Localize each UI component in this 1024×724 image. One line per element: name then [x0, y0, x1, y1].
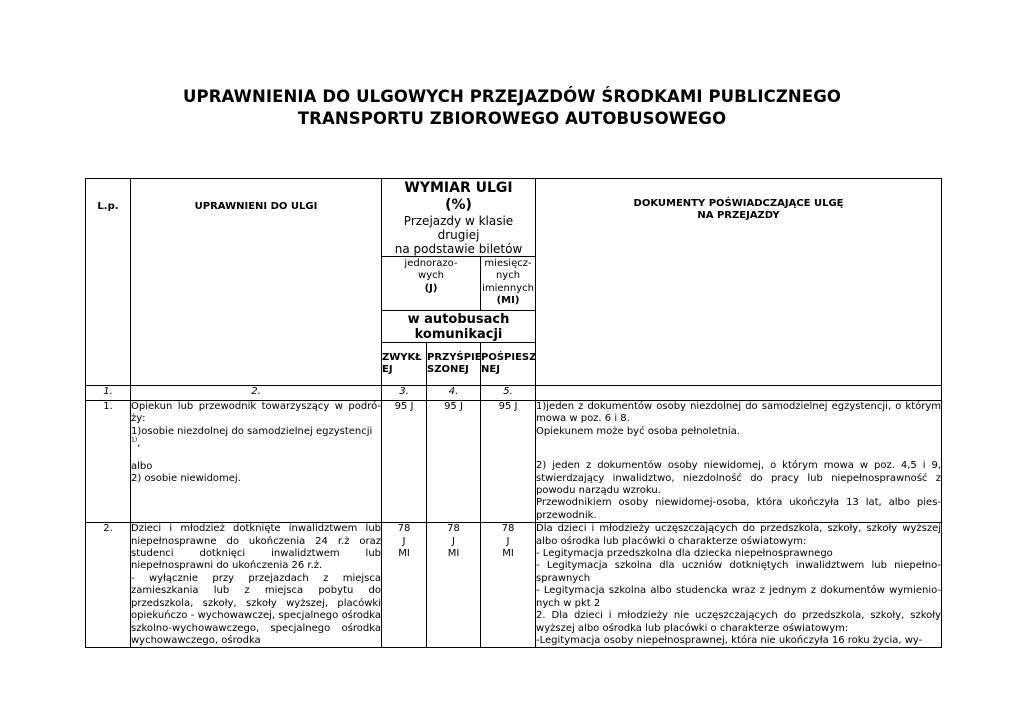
- przyspieszone-line-1: PRZYŚPIE: [427, 351, 482, 363]
- mi-line-3: imiennych: [482, 282, 534, 294]
- value-przyspieszone: [427, 523, 481, 648]
- table-row: [86, 401, 942, 523]
- mi-line-4: (MI): [496, 295, 520, 307]
- header-jednorazowe: [382, 257, 481, 311]
- autobusy-line-2: komunikacji: [414, 327, 503, 342]
- mi-line-1: miesięcz-: [484, 258, 532, 269]
- zwykle-line-1: ZWYKŁ: [382, 351, 422, 363]
- j-line-2: wych: [418, 270, 444, 282]
- desc-line: 2) osobie niewidomej.: [131, 473, 241, 485]
- doc-line: - Legitymacja szkolna albo studencka wraz z jednym z dokumentów wymienio-nych w pkt 2: [536, 585, 942, 609]
- doc-line: 2) jeden z dokumentów osoby niewidomej, o którym mowa w poz. 4,5 i 9, stwierdzający inwalidztwo, niezdolność do pracy lub niepełnosprawność z powodu narządu wzroku.: [536, 460, 942, 497]
- doc-line: Dla dzieci i młodzieży uczęszczających do przedszkola, szkoły, szkoły wyższej albo ośrodka lub placówki o charakterze oświatowym:: [536, 523, 942, 547]
- dokumenty-line-2: NA PRZEJAZDY: [697, 210, 780, 222]
- footnote-marker: 1): [131, 436, 138, 444]
- desc-line: - wyłącznie przy przejazdach z miejsca zamieszkania lub z miejsca pobytu do przedszkola, szkoły, szkoły wyższej, placówki opiekuńczo - wychowawczej, specjalnego ośrodka szkolno-wychowawczego, specjalnego ośrodka wychowawczego, ośrodka: [131, 572, 381, 646]
- value-line: MI: [398, 548, 410, 560]
- wymiar-sub-3: na podstawie biletów: [394, 242, 523, 256]
- value-line: 78: [447, 523, 460, 535]
- wymiar-percent: (%): [445, 197, 472, 213]
- value-zwykle: 95 J: [382, 401, 427, 523]
- document-title: [0, 86, 1024, 130]
- pospieszne-line-2: NEJ: [481, 364, 500, 375]
- row-description: [131, 401, 382, 523]
- header-dokumenty: [536, 179, 942, 386]
- row-description: [131, 523, 382, 648]
- concessions-table: [85, 178, 942, 648]
- value-line: J: [402, 535, 406, 547]
- header-pospieszne: [481, 343, 536, 386]
- header-lp: L.p.: [86, 179, 131, 386]
- col-number-4: 4.: [427, 386, 481, 401]
- doc-line: - Legitymacja szkolna dla uczniów dotkniętych inwalidztwem lub niepełno-sprawnych: [536, 560, 942, 584]
- row-lp: 2.: [86, 523, 131, 648]
- desc-tail: ,: [137, 438, 141, 450]
- wymiar-sub-2: drugiej: [437, 228, 480, 242]
- table-row: [86, 523, 942, 648]
- title-line-1: UPRAWNIENIA DO ULGOWYCH PRZEJAZDÓW ŚRODKAMI PUBLICZNEGO: [183, 87, 841, 106]
- header-autobusy: [382, 311, 536, 343]
- value-line: MI: [447, 548, 460, 560]
- value-line: 78: [501, 523, 515, 535]
- value-line: J: [506, 535, 510, 547]
- zwykle-line-2: EJ: [382, 364, 393, 375]
- desc-line: Dzieci i młodzież dotknięte inwalidztwem lub niepełnosprawne do ukończenia 24 r.ż oraz studenci dotknięci inwalidztwem lub niepełnosprawni do ukończenia 26 r.ż.: [131, 523, 381, 572]
- j-line-1: jednorazo-: [404, 258, 458, 269]
- value-pospieszne: 95 J: [481, 401, 536, 523]
- title-line-2: TRANSPORTU ZBIOROWEGO AUTOBUSOWEGO: [297, 109, 727, 128]
- value-line: J: [452, 535, 455, 547]
- desc-line: [131, 426, 381, 451]
- doc-line: - Legitymacja przedszkolna dla dziecka niepełnosprawnego: [536, 548, 833, 560]
- value-pospieszne: [481, 523, 536, 648]
- col-number-3: 3.: [382, 386, 427, 401]
- doc-line: Przewodnikiem osoby niewidomej-osoba, która ukończyła 13 lat, albo pies-przewodnik.: [536, 497, 942, 521]
- row-lp: 1.: [86, 401, 131, 523]
- value-line: MI: [502, 548, 514, 560]
- doc-line: -Legitymacja osoby niepełnosprawnej, która nie ukończyła 16 roku życia, wy-: [536, 634, 923, 646]
- autobusy-line-1: w autobusach: [407, 312, 510, 327]
- doc-line: Opiekunem może być osoba pełnoletnia.: [536, 425, 740, 437]
- mi-line-2: nych: [495, 270, 521, 282]
- header-wymiar: [382, 179, 536, 257]
- wymiar-title: WYMIAR ULGI: [404, 180, 513, 196]
- desc-text: 1)osobie niezdolnej do samodzielnej egzystencji: [131, 425, 373, 437]
- desc-line: albo: [131, 460, 153, 472]
- desc-line: Opiekun lub przewodnik towarzyszący w podró-żу:: [131, 401, 381, 425]
- row-documents: [536, 401, 942, 523]
- value-line: 78: [397, 523, 411, 535]
- pospieszne-line-1: POŚPIESZ: [481, 351, 537, 363]
- header-przyspieszone: [427, 343, 481, 386]
- przyspieszone-line-2: SZONEJ: [427, 364, 469, 375]
- j-line-3: (J): [424, 282, 438, 294]
- col-number-5: 5.: [481, 386, 536, 401]
- value-zwykle: [382, 523, 427, 648]
- value-przyspieszone: 95 J: [427, 401, 481, 523]
- dokumenty-line-1: DOKUMENTY POŚWIADCZAJĄCE ULGĘ: [633, 198, 844, 209]
- wymiar-sub-1: Przejazdy w klasie: [403, 214, 514, 228]
- row-documents: [536, 523, 942, 648]
- col-number-2: 2.: [131, 386, 382, 401]
- col-number-6: [536, 386, 942, 401]
- doc-line: 1)jeden z dokumentów osoby niezdolnej do samodzielnej egzystencji, o którym mowa w poz. 6 i 8.: [536, 401, 942, 425]
- header-uprawnieni: UPRAWNIENI DO ULGI: [131, 179, 382, 386]
- doc-line: 2. Dla dzieci i młodzieży nie uczęszczających do przedszkola, szkoły, szkoły wyższej albo ośrodka lub placówki o charakterze oświatowym:: [536, 610, 942, 634]
- col-number-1: 1.: [86, 386, 131, 401]
- header-zwykle: [382, 343, 427, 386]
- header-miesieczne: [481, 257, 536, 311]
